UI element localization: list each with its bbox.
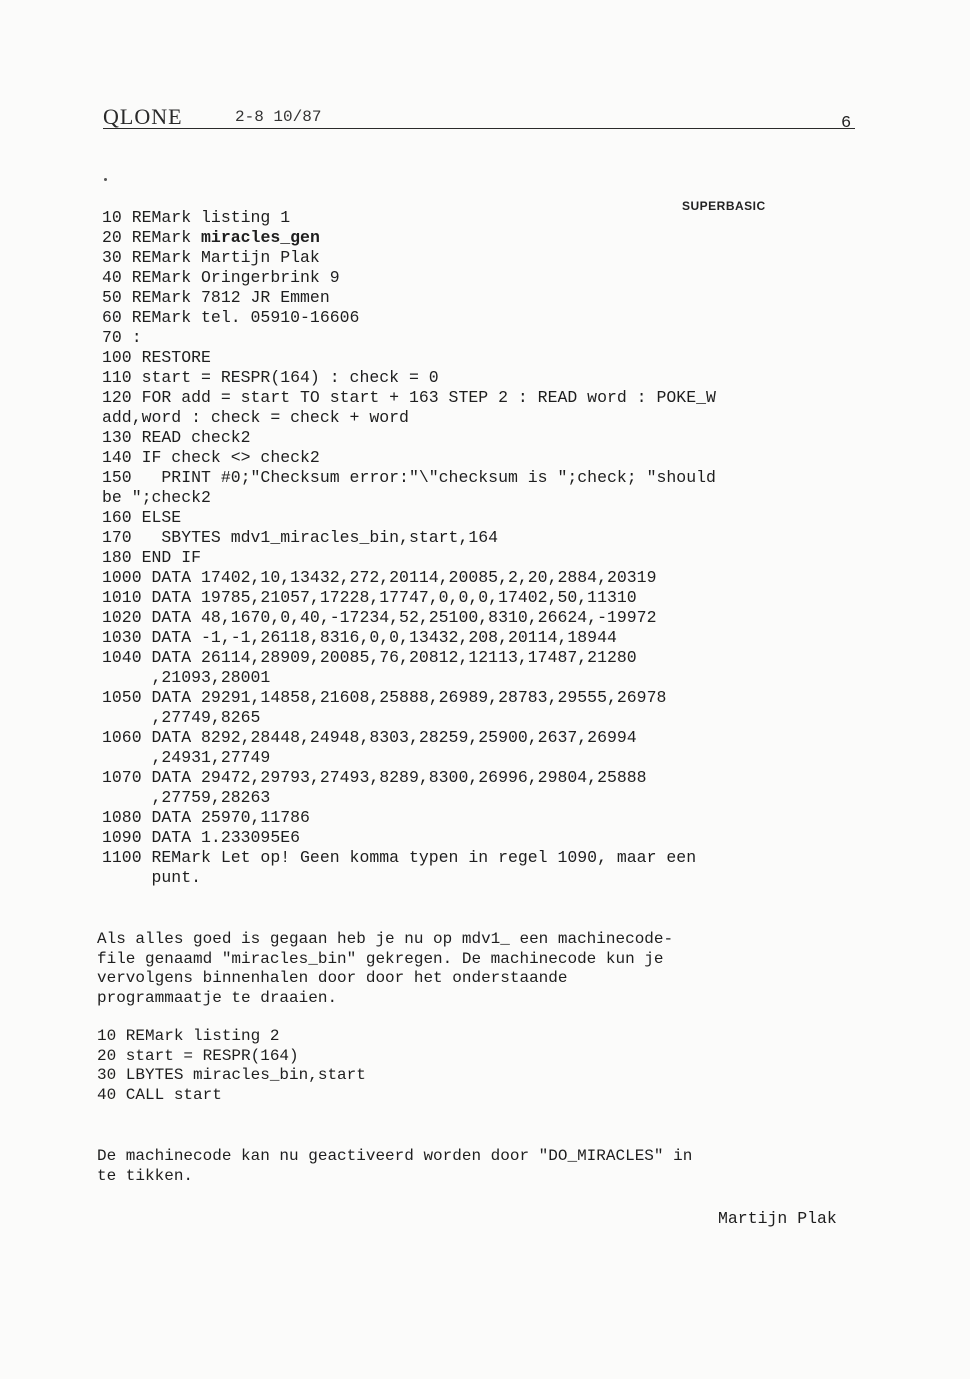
code-line: 40 REMark Oringerbrink 9: [102, 268, 340, 287]
code-line: 160 ELSE: [102, 508, 182, 527]
code-line: 30 LBYTES miracles_bin,start: [97, 1066, 366, 1084]
code-listing-2: [97, 1027, 497, 1105]
code-line: ,27759,28263: [102, 788, 271, 807]
code-line: 130 READ check2: [102, 428, 251, 447]
code-line: 1060 DATA 8292,28448,24948,8303,28259,25900,2637,26994: [102, 728, 637, 747]
code-line: 30 REMark Martijn Plak: [102, 248, 320, 267]
code-line: 100 RESTORE: [102, 348, 211, 367]
code-line: 1020 DATA 48,1670,0,40,-17234,52,25100,8310,26624,-19972: [102, 608, 657, 627]
code-line: 1010 DATA 19785,21057,17228,17747,0,0,0,17402,50,11310: [102, 588, 637, 607]
issue-label: 2-8 10/87: [235, 108, 322, 126]
page-number: 6: [841, 114, 852, 133]
code-line: 1040 DATA 26114,28909,20085,76,20812,12113,17487,21280: [102, 648, 637, 667]
code-listing-1: [102, 208, 862, 888]
paragraph-line: file genaamd "miracles_bin" gekregen. De machinecode kun je: [97, 949, 664, 968]
code-line: ,21093,28001: [102, 668, 271, 687]
paragraph-line: Als alles goed is gegaan heb je nu op mdv1_ een machinecode-: [97, 930, 674, 948]
code-line: 1030 DATA -1,-1,26118,8316,0,0,13432,208,20114,18944: [102, 628, 617, 647]
code-line: 10 REMark listing 1: [102, 208, 291, 227]
author-signature: Martijn Plak: [718, 1209, 837, 1228]
explanation-paragraph: [97, 930, 837, 1008]
code-line: [102, 228, 862, 248]
program-name: miracles_gen: [201, 228, 320, 247]
code-line: ,27749,8265: [102, 708, 261, 727]
code-line: 1080 DATA 25970,11786: [102, 808, 310, 827]
code-line: 120 FOR add = start TO start + 163 STEP 2 : READ word : POKE_W: [102, 388, 716, 407]
code-line: 1100 REMark Let op! Geen komma typen in regel 1090, maar een: [102, 848, 697, 867]
code-line: 150 PRINT #0;"Checksum error:"\"checksum is ";check; "should: [102, 468, 716, 487]
code-line-prefix: 20 REMark: [102, 228, 202, 247]
code-line: 50 REMark 7812 JR Emmen: [102, 288, 330, 307]
paragraph-line: te tikken.: [97, 1166, 194, 1185]
code-line: 70 :: [102, 328, 142, 347]
code-line: 180 END IF: [102, 548, 202, 567]
code-line: 140 IF check <> check2: [102, 448, 320, 467]
code-line: 20 start = RESPR(164): [97, 1046, 299, 1065]
paragraph-line: vervolgens binnenhalen door door het onderstaande: [97, 969, 568, 987]
code-line: 1050 DATA 29291,14858,21608,25888,26989,28783,29555,26978: [102, 688, 667, 707]
code-line: add,word : check = check + word: [102, 408, 409, 427]
page-header: [103, 104, 855, 134]
code-line: 60 REMark tel. 05910-16606: [102, 308, 360, 327]
paragraph-line: De machinecode kan nu geactiveerd worden door "DO_MIRACLES" in: [97, 1147, 693, 1165]
magazine-logo: QLONE: [103, 104, 183, 129]
header-rule: [103, 128, 855, 129]
code-line: 110 start = RESPR(164) : check = 0: [102, 368, 439, 387]
code-line: 170 SBYTES mdv1_miracles_bin,start,164: [102, 528, 499, 547]
code-line: punt.: [102, 868, 202, 887]
code-line: ,24931,27749: [102, 748, 271, 767]
code-line: 10 REMark listing 2: [97, 1027, 280, 1045]
section-tag: SUPERBASIC: [682, 199, 766, 213]
code-line: 1000 DATA 17402,10,13432,272,20114,20085,2,20,2884,20319: [102, 568, 657, 587]
code-line: 40 CALL start: [97, 1085, 222, 1104]
speck-mark: [104, 178, 107, 181]
code-line: 1070 DATA 29472,29793,27493,8289,8300,26996,29804,25888: [102, 768, 647, 787]
paragraph-line: programmaatje te draaien.: [97, 988, 338, 1007]
code-line: 1090 DATA 1.233095E6: [102, 828, 301, 847]
closing-paragraph: [97, 1147, 837, 1186]
code-line: be ";check2: [102, 488, 211, 507]
